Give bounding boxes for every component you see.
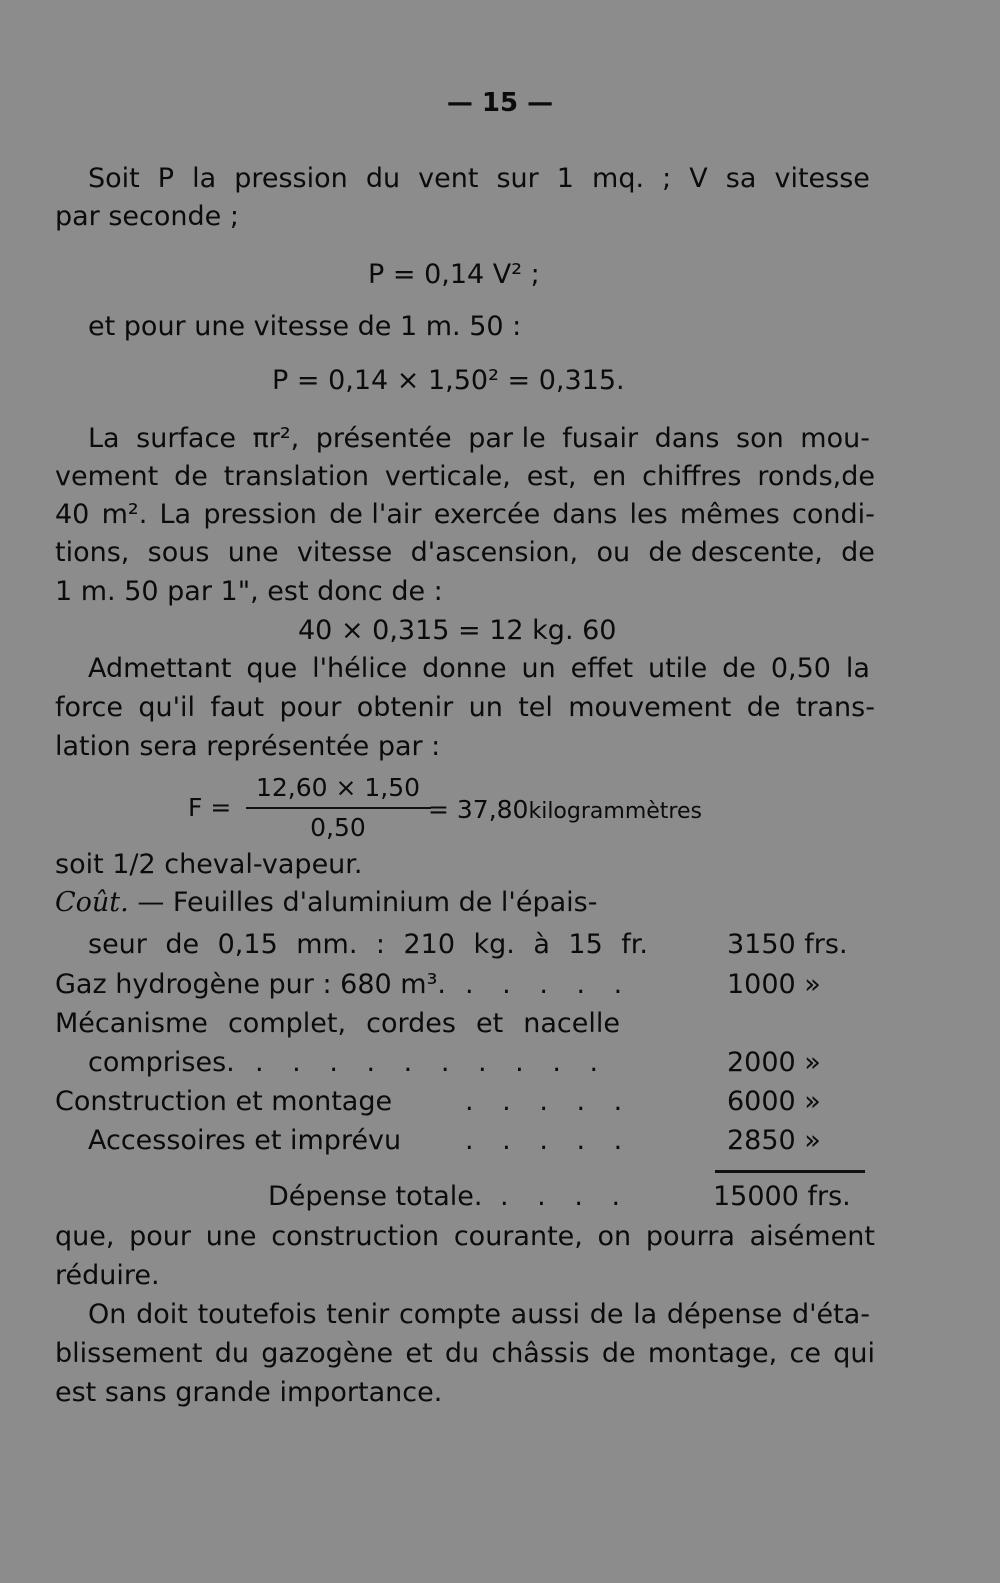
text-line-11: lation sera représentée par : <box>55 731 441 762</box>
text-line-8: 1 m. 50 par 1", est donc de : <box>55 576 443 607</box>
text-line-5: vement de translation verticale, est, en chiffres ronds,de <box>55 461 875 492</box>
fraction-formula <box>188 773 748 843</box>
text-line-22: blissement du gazogène et du châssis de montage, ce qui <box>55 1338 875 1369</box>
text-line-10: force qu'il faut pour obtenir un tel mouvement de trans- <box>55 692 875 723</box>
text-line-3: et pour une vitesse de 1 m. 50 : <box>88 311 522 342</box>
formula-rhs: = 37,80kilogrammètres <box>428 795 702 824</box>
cost-amount: 1000 » <box>727 969 821 1000</box>
page-number: — 15 — <box>446 88 554 118</box>
text-line-23: est sans grande importance. <box>55 1377 443 1408</box>
cost-heading: Coût. — Feuilles d'aluminium de l'épais- <box>55 887 598 918</box>
cost-label: Accessoires et imprévu <box>88 1125 402 1156</box>
text-line-6: 40 m². La pression de l'air exercée dans les mêmes condi- <box>55 499 875 530</box>
cost-label: comprises. <box>88 1047 235 1078</box>
equation-1: P = 0,14 V² ; <box>368 259 540 290</box>
leader-dots: . . . . . <box>465 1125 633 1156</box>
text-line-7: tions, sous une vitesse d'ascension, ou de descente, de <box>55 537 875 568</box>
cost-heading-italic: Coût. <box>55 887 129 918</box>
formula-unit: kilogrammètres <box>528 799 702 824</box>
equation-2: P = 0,14 × 1,50² = 0,315. <box>272 365 625 396</box>
cost-label: Mécanisme complet, cordes et nacelle <box>55 1008 620 1039</box>
leader-dots: . . . . . <box>465 969 633 1000</box>
cost-amount: 6000 » <box>727 1086 821 1117</box>
total-rule <box>715 1170 865 1173</box>
text-line-2: par seconde ; <box>55 201 239 232</box>
text-line-9: Admettant que l'hélice donne un effet utile de 0,50 la <box>88 653 870 684</box>
formula-numerator: 12,60 × 1,50 <box>255 773 421 802</box>
fraction-bar <box>246 807 431 809</box>
text-line-1: Soit P la pression du vent sur 1 mq. ; V sa vitesse <box>88 163 870 194</box>
total-amount: 15000 frs. <box>713 1181 851 1212</box>
text-line-12: soit 1/2 cheval-vapeur. <box>55 849 363 880</box>
cost-label: seur de 0,15 mm. : 210 kg. à 15 fr. <box>88 929 648 960</box>
cost-amount: 3150 frs. <box>727 929 848 960</box>
formula-denominator: 0,50 <box>310 813 366 842</box>
leader-dots: . . . . . <box>465 1086 633 1117</box>
text-line-20: réduire. <box>55 1260 160 1291</box>
leader-dots: . . . . . . . . . . <box>255 1047 609 1078</box>
text-line-21: On doit toutefois tenir compte aussi de la dépense d'éta- <box>88 1299 870 1330</box>
leader-dots: . . . . <box>500 1181 631 1212</box>
total-label: Dépense totale. <box>268 1181 483 1212</box>
cost-amount: 2000 » <box>727 1047 821 1078</box>
cost-amount: 2850 » <box>727 1125 821 1156</box>
text-line-19: que, pour une construction courante, on pourra aisément <box>55 1221 875 1252</box>
cost-label: Construction et montage <box>55 1086 393 1117</box>
text-line-4: La surface πr², présentée par le fusair dans son mou- <box>88 423 870 454</box>
formula-lhs: F = <box>188 793 232 822</box>
equation-3: 40 × 0,315 = 12 kg. 60 <box>298 615 617 646</box>
cost-label: Gaz hydrogène pur : 680 m³. <box>55 969 446 1000</box>
